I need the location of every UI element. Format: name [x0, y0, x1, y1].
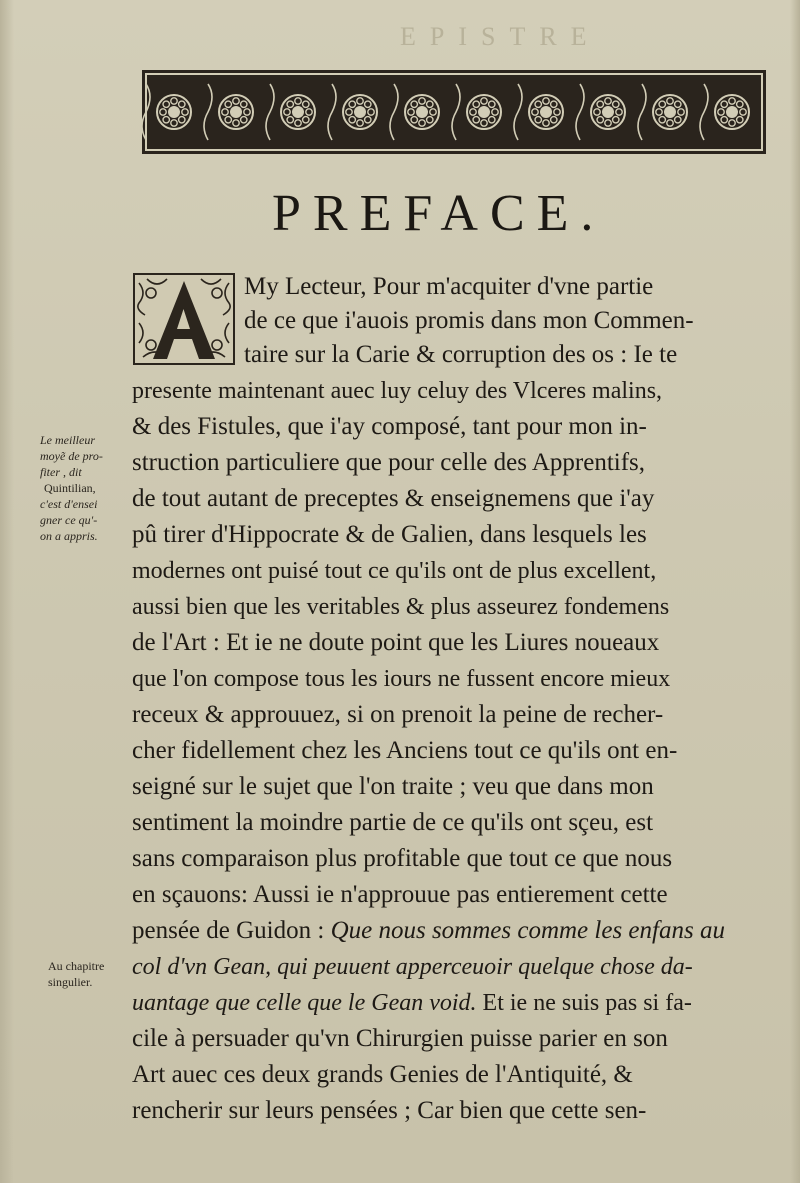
margin-note-line: gner ce qu'- — [40, 513, 98, 527]
body-line: sans comparaison plus profitable que tout ce que nous — [132, 845, 673, 872]
body-line: struction particuliere que pour celle des Apprentifs, — [132, 449, 646, 476]
body-line: aussi bien que les veritables & plus asseurez fondemens — [132, 594, 670, 620]
body-line: & des Fistules, que i'ay composé, tant pour mon in- — [132, 413, 647, 440]
margin-note-line: moyẽ de pro- — [40, 449, 103, 463]
body-line: seigné sur le sujet que l'on traite ; veu que dans mon — [132, 773, 654, 800]
page-edge-left — [0, 0, 14, 1183]
quote-text: uantage que celle que le Gean void. — [132, 990, 477, 1016]
body-line: receux & approuuez, si on prenoit la peine de recher- — [132, 701, 664, 728]
body-line: pû tirer d'Hippocrate & de Galien, dans lesquels les — [132, 521, 647, 548]
margin-note-line: Le meilleur — [40, 433, 95, 447]
body-line: en sçauons: Aussi ie n'approuue pas entierement cette — [132, 881, 668, 908]
margin-note-line: c'est d'ensei — [40, 497, 98, 511]
quote-text: Que nous sommes comme les enfans au — [330, 917, 725, 944]
body-line: My Lecteur, Pour m'acquiter d'vne partie — [244, 273, 654, 300]
margin-note-line: Quintilian, — [44, 481, 96, 495]
body-line: cile à persuader qu'vn Chirurgien puisse parier en son — [132, 1025, 668, 1052]
body-line: de ce que i'auois promis dans mon Commen- — [244, 307, 694, 334]
body-line: presente maintenant auec luy celuy des Vlceres malins, — [132, 378, 663, 404]
body-line: taire sur la Carie & corruption des os : Ie te — [244, 341, 678, 368]
margin-note-line: Au chapitre — [48, 959, 105, 973]
body-line: rencherir sur leurs pensées ; Car bien que cette sen- — [132, 1097, 647, 1124]
body-line: que l'on compose tous les iours ne fussent encore mieux — [132, 666, 671, 692]
body-text: pensée de Guidon : — [132, 917, 325, 944]
page-title: PREFACE. — [272, 185, 606, 242]
body-text: Et ie ne suis pas si fa- — [482, 990, 692, 1016]
ornamental-headpiece — [142, 70, 766, 154]
body-line — [132, 914, 725, 948]
margin-note-line: on a appris. — [40, 529, 98, 543]
quote-line: col d'vn Gean, qui peuuent apperceuoir quelque chose da- — [132, 954, 693, 980]
margin-note-line: singulier. — [48, 975, 93, 989]
body-line: sentiment la moindre partie de ce qu'ils ont sçeu, est — [132, 809, 654, 836]
body-line: de tout autant de preceptes & enseignemens que i'ay — [132, 485, 655, 512]
running-head-bleedthrough: EPISTRE — [400, 22, 601, 51]
body-line: Art auec ces deux grands Genies de l'Antiquité, & — [132, 1061, 633, 1088]
body-line — [132, 986, 692, 1020]
body-line: modernes ont puisé tout ce qu'ils ont de plus excellent, — [132, 558, 657, 584]
body-line: cher fidellement chez les Anciens tout ce qu'ils ont en- — [132, 737, 678, 764]
decorated-initial-a — [133, 273, 235, 365]
body-line: de l'Art : Et ie ne doute point que les Liures noueaux — [132, 629, 660, 656]
page-edge-right — [790, 0, 800, 1183]
margin-note-line: fiter , dit — [40, 465, 82, 479]
